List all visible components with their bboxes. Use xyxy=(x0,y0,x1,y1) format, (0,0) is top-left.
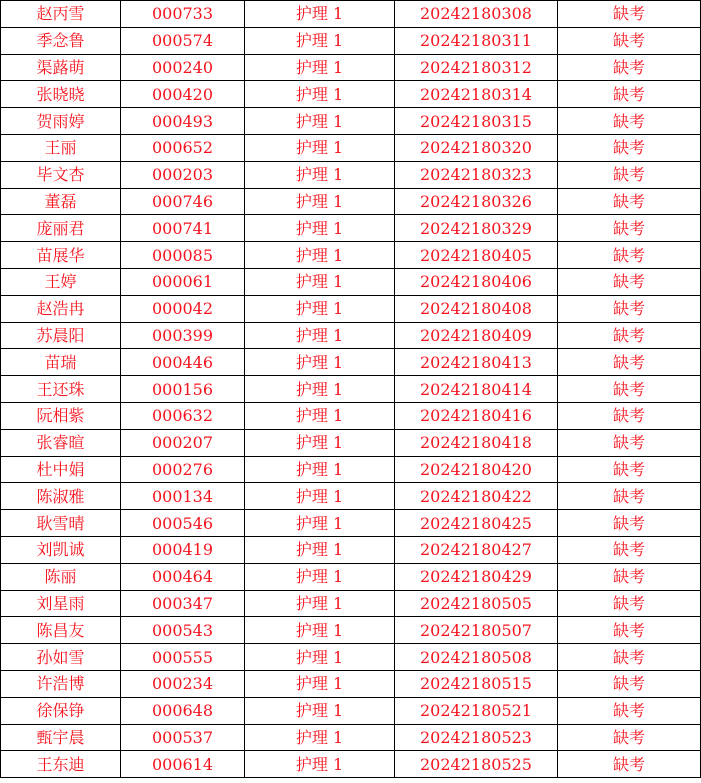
class-cell: 护理 1 xyxy=(245,81,395,108)
class-cell: 护理 1 xyxy=(245,563,395,590)
exam-number-cell: 20242180418 xyxy=(395,429,558,456)
student-name-cell: 刘凯诚 xyxy=(1,536,121,563)
table-row xyxy=(1,670,701,697)
seat-id-cell: 000419 xyxy=(121,536,245,563)
student-name-cell: 徐保铮 xyxy=(1,697,121,724)
status-cell: 缺考 xyxy=(558,295,701,322)
class-cell: 护理 1 xyxy=(245,1,395,28)
class-cell: 护理 1 xyxy=(245,268,395,295)
exam-number-cell: 20242180525 xyxy=(395,751,558,778)
seat-id-cell: 000203 xyxy=(121,161,245,188)
table-row xyxy=(1,483,701,510)
table-row xyxy=(1,751,701,778)
status-cell: 缺考 xyxy=(558,724,701,751)
exam-number-cell: 20242180311 xyxy=(395,27,558,54)
table-row xyxy=(1,295,701,322)
student-name-cell: 刘星雨 xyxy=(1,590,121,617)
student-name-cell: 渠蕗萌 xyxy=(1,54,121,81)
table-row xyxy=(1,1,701,28)
table-row xyxy=(1,322,701,349)
exam-number-cell: 20242180429 xyxy=(395,563,558,590)
status-cell: 缺考 xyxy=(558,161,701,188)
class-cell: 护理 1 xyxy=(245,510,395,537)
status-cell: 缺考 xyxy=(558,188,701,215)
exam-number-cell: 20242180323 xyxy=(395,161,558,188)
status-cell: 缺考 xyxy=(558,108,701,135)
class-cell: 护理 1 xyxy=(245,108,395,135)
student-name-cell: 董磊 xyxy=(1,188,121,215)
status-cell: 缺考 xyxy=(558,510,701,537)
seat-id-cell: 000537 xyxy=(121,724,245,751)
status-cell: 缺考 xyxy=(558,215,701,242)
status-cell: 缺考 xyxy=(558,563,701,590)
exam-number-cell: 20242180505 xyxy=(395,590,558,617)
exam-number-cell: 20242180329 xyxy=(395,215,558,242)
exam-number-cell: 20242180413 xyxy=(395,349,558,376)
status-cell: 缺考 xyxy=(558,81,701,108)
table-row xyxy=(1,27,701,54)
class-cell: 护理 1 xyxy=(245,188,395,215)
class-cell: 护理 1 xyxy=(245,134,395,161)
exam-number-cell: 20242180406 xyxy=(395,268,558,295)
table-row xyxy=(1,429,701,456)
student-name-cell: 杜中娟 xyxy=(1,456,121,483)
table-row xyxy=(1,268,701,295)
seat-id-cell: 000042 xyxy=(121,295,245,322)
table-row xyxy=(1,349,701,376)
exam-number-cell: 20242180420 xyxy=(395,456,558,483)
seat-id-cell: 000652 xyxy=(121,134,245,161)
exam-number-cell: 20242180416 xyxy=(395,402,558,429)
seat-id-cell: 000733 xyxy=(121,1,245,28)
seat-id-cell: 000464 xyxy=(121,563,245,590)
status-cell: 缺考 xyxy=(558,402,701,429)
student-name-cell: 王婷 xyxy=(1,268,121,295)
student-name-cell: 季念鲁 xyxy=(1,27,121,54)
seat-id-cell: 000234 xyxy=(121,670,245,697)
table-row xyxy=(1,402,701,429)
student-name-cell: 苗展华 xyxy=(1,242,121,269)
status-cell: 缺考 xyxy=(558,590,701,617)
student-name-cell: 张晓晓 xyxy=(1,81,121,108)
seat-id-cell: 000207 xyxy=(121,429,245,456)
seat-id-cell: 000061 xyxy=(121,268,245,295)
student-name-cell: 阮相紫 xyxy=(1,402,121,429)
student-name-cell: 张睿暄 xyxy=(1,429,121,456)
table-row xyxy=(1,108,701,135)
seat-id-cell: 000399 xyxy=(121,322,245,349)
exam-number-cell: 20242180515 xyxy=(395,670,558,697)
status-cell: 缺考 xyxy=(558,322,701,349)
student-name-cell: 甄宇晨 xyxy=(1,724,121,751)
table-row xyxy=(1,242,701,269)
table-row xyxy=(1,376,701,403)
class-cell: 护理 1 xyxy=(245,670,395,697)
exam-number-cell: 20242180409 xyxy=(395,322,558,349)
class-cell: 护理 1 xyxy=(245,161,395,188)
status-cell: 缺考 xyxy=(558,456,701,483)
student-name-cell: 陈昌友 xyxy=(1,617,121,644)
status-cell: 缺考 xyxy=(558,268,701,295)
status-cell: 缺考 xyxy=(558,27,701,54)
seat-id-cell: 000446 xyxy=(121,349,245,376)
student-name-cell: 孙如雪 xyxy=(1,644,121,671)
status-cell: 缺考 xyxy=(558,697,701,724)
seat-id-cell: 000347 xyxy=(121,590,245,617)
class-cell: 护理 1 xyxy=(245,376,395,403)
status-cell: 缺考 xyxy=(558,483,701,510)
class-cell: 护理 1 xyxy=(245,215,395,242)
exam-number-cell: 20242180507 xyxy=(395,617,558,644)
seat-id-cell: 000493 xyxy=(121,108,245,135)
table-row xyxy=(1,617,701,644)
exam-number-cell: 20242180312 xyxy=(395,54,558,81)
student-name-cell: 许浩博 xyxy=(1,670,121,697)
class-cell: 护理 1 xyxy=(245,483,395,510)
class-cell: 护理 1 xyxy=(245,242,395,269)
class-cell: 护理 1 xyxy=(245,429,395,456)
student-name-cell: 王还珠 xyxy=(1,376,121,403)
table-row xyxy=(1,134,701,161)
exam-number-cell: 20242180425 xyxy=(395,510,558,537)
class-cell: 护理 1 xyxy=(245,644,395,671)
table-row xyxy=(1,563,701,590)
exam-number-cell: 20242180427 xyxy=(395,536,558,563)
student-name-cell: 苏晨阳 xyxy=(1,322,121,349)
seat-id-cell: 000240 xyxy=(121,54,245,81)
student-name-cell: 耿雪晴 xyxy=(1,510,121,537)
status-cell: 缺考 xyxy=(558,349,701,376)
student-name-cell: 陈淑雅 xyxy=(1,483,121,510)
exam-number-cell: 20242180320 xyxy=(395,134,558,161)
class-cell: 护理 1 xyxy=(245,697,395,724)
student-name-cell: 赵浩冉 xyxy=(1,295,121,322)
class-cell: 护理 1 xyxy=(245,590,395,617)
exam-number-cell: 20242180314 xyxy=(395,81,558,108)
seat-id-cell: 000648 xyxy=(121,697,245,724)
exam-number-cell: 20242180521 xyxy=(395,697,558,724)
status-cell: 缺考 xyxy=(558,134,701,161)
seat-id-cell: 000085 xyxy=(121,242,245,269)
status-cell: 缺考 xyxy=(558,1,701,28)
status-cell: 缺考 xyxy=(558,617,701,644)
exam-number-cell: 20242180414 xyxy=(395,376,558,403)
table-row xyxy=(1,54,701,81)
status-cell: 缺考 xyxy=(558,242,701,269)
status-cell: 缺考 xyxy=(558,670,701,697)
table-row xyxy=(1,81,701,108)
student-name-cell: 赵丙雪 xyxy=(1,1,121,28)
status-cell: 缺考 xyxy=(558,751,701,778)
table-row xyxy=(1,188,701,215)
class-cell: 护理 1 xyxy=(245,27,395,54)
exam-number-cell: 20242180523 xyxy=(395,724,558,751)
table-row xyxy=(1,536,701,563)
class-cell: 护理 1 xyxy=(245,751,395,778)
student-name-cell: 庞丽君 xyxy=(1,215,121,242)
table-row xyxy=(1,510,701,537)
status-cell: 缺考 xyxy=(558,536,701,563)
class-cell: 护理 1 xyxy=(245,724,395,751)
seat-id-cell: 000632 xyxy=(121,402,245,429)
status-cell: 缺考 xyxy=(558,376,701,403)
seat-id-cell: 000276 xyxy=(121,456,245,483)
table-row xyxy=(1,215,701,242)
table-row xyxy=(1,724,701,751)
class-cell: 护理 1 xyxy=(245,54,395,81)
status-cell: 缺考 xyxy=(558,429,701,456)
exam-number-cell: 20242180508 xyxy=(395,644,558,671)
exam-number-cell: 20242180315 xyxy=(395,108,558,135)
seat-id-cell: 000156 xyxy=(121,376,245,403)
seat-id-cell: 000574 xyxy=(121,27,245,54)
seat-id-cell: 000420 xyxy=(121,81,245,108)
table-row xyxy=(1,590,701,617)
status-cell: 缺考 xyxy=(558,54,701,81)
table-row xyxy=(1,697,701,724)
seat-id-cell: 000614 xyxy=(121,751,245,778)
exam-number-cell: 20242180405 xyxy=(395,242,558,269)
status-cell: 缺考 xyxy=(558,644,701,671)
seat-id-cell: 000546 xyxy=(121,510,245,537)
student-name-cell: 毕文杏 xyxy=(1,161,121,188)
table-row xyxy=(1,456,701,483)
student-name-cell: 贺雨婷 xyxy=(1,108,121,135)
seat-id-cell: 000555 xyxy=(121,644,245,671)
seat-id-cell: 000134 xyxy=(121,483,245,510)
table-body xyxy=(1,1,701,778)
student-name-cell: 王东迪 xyxy=(1,751,121,778)
exam-number-cell: 20242180408 xyxy=(395,295,558,322)
seat-id-cell: 000741 xyxy=(121,215,245,242)
seat-id-cell: 000746 xyxy=(121,188,245,215)
student-name-cell: 陈丽 xyxy=(1,563,121,590)
class-cell: 护理 1 xyxy=(245,402,395,429)
class-cell: 护理 1 xyxy=(245,456,395,483)
student-name-cell: 苗瑞 xyxy=(1,349,121,376)
student-name-cell: 王丽 xyxy=(1,134,121,161)
table-row xyxy=(1,644,701,671)
seat-id-cell: 000543 xyxy=(121,617,245,644)
class-cell: 护理 1 xyxy=(245,322,395,349)
class-cell: 护理 1 xyxy=(245,617,395,644)
class-cell: 护理 1 xyxy=(245,536,395,563)
exam-number-cell: 20242180422 xyxy=(395,483,558,510)
class-cell: 护理 1 xyxy=(245,349,395,376)
exam-number-cell: 20242180308 xyxy=(395,1,558,28)
table-row xyxy=(1,161,701,188)
class-cell: 护理 1 xyxy=(245,295,395,322)
exam-number-cell: 20242180326 xyxy=(395,188,558,215)
